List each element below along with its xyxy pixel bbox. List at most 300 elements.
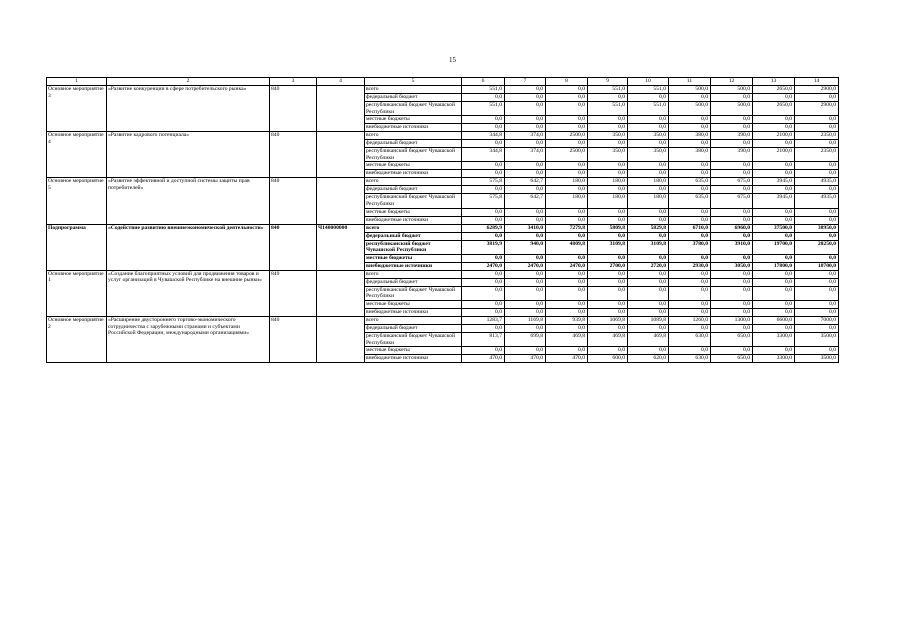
funding-source: внебюджетные источники <box>365 355 462 363</box>
amount-cell: 0,0 <box>795 116 839 124</box>
funding-source: федеральный бюджет <box>365 278 462 286</box>
amount-cell: 0,0 <box>711 186 753 194</box>
table-row <box>47 178 839 186</box>
funding-source: всего <box>365 224 462 232</box>
amount-cell: 500,0 <box>711 86 753 94</box>
amount-cell: 0,0 <box>669 300 711 308</box>
amount-cell: 2470,0 <box>546 262 588 270</box>
amount-cell: 374,0 <box>505 148 546 162</box>
amount-cell: 0,0 <box>546 186 588 194</box>
budget-table <box>46 77 839 363</box>
event-title: «Расширение двустороннего торгово-экономического сотрудничества с зарубежными странами и субъектами Российской Федерации, международными организациями» <box>107 316 270 362</box>
table-row <box>47 270 839 278</box>
amount-cell: 0,0 <box>505 286 546 300</box>
amount-cell: 6600,0 <box>753 316 795 324</box>
amount-cell: 0,0 <box>546 254 588 262</box>
amount-cell: 0,0 <box>711 300 753 308</box>
amount-cell: 2900,0 <box>795 102 839 116</box>
target-code <box>317 86 365 132</box>
amount-cell: 0,0 <box>505 308 546 316</box>
amount-cell: 0,0 <box>711 208 753 216</box>
amount-cell: 0,0 <box>588 94 628 102</box>
amount-cell: 3500,0 <box>795 332 839 346</box>
amount-cell: 20250,0 <box>795 240 839 254</box>
amount-cell: 0,0 <box>628 124 669 132</box>
funding-source: всего <box>365 86 462 94</box>
amount-cell: 4935,0 <box>795 194 839 208</box>
amount-cell: 0,0 <box>588 140 628 148</box>
amount-cell: 0,0 <box>546 232 588 240</box>
amount-cell: 1260,0 <box>669 316 711 324</box>
amount-cell: 38950,0 <box>795 224 839 232</box>
amount-cell: 3050,0 <box>711 262 753 270</box>
amount-cell: 699,8 <box>505 332 546 346</box>
event-type: Основное мероприятие 4 <box>47 132 107 178</box>
event-title: «Развитие эффективной и доступной системы защиты прав потребителей» <box>107 178 270 224</box>
amount-cell: 0,0 <box>588 124 628 132</box>
column-number: 5 <box>365 78 462 86</box>
amount-cell: 0,0 <box>462 308 505 316</box>
amount-cell: 500,0 <box>669 102 711 116</box>
amount-cell: 0,0 <box>546 278 588 286</box>
funding-source: республиканский бюджет Чувашской Республики <box>365 286 462 300</box>
column-number: 8 <box>546 78 588 86</box>
funding-source: всего <box>365 178 462 186</box>
amount-cell: 0,0 <box>505 94 546 102</box>
amount-cell: 390,0 <box>711 132 753 140</box>
funding-source: республиканский бюджет Чувашской Республики <box>365 194 462 208</box>
amount-cell: 2900,0 <box>795 86 839 94</box>
table-row <box>47 316 839 324</box>
funding-source: федеральный бюджет <box>365 94 462 102</box>
amount-cell: 0,0 <box>462 286 505 300</box>
amount-cell: 1089,8 <box>628 316 669 324</box>
amount-cell: 675,0 <box>711 178 753 186</box>
amount-cell: 180,0 <box>546 178 588 186</box>
responsible-code: 840 <box>270 86 317 132</box>
amount-cell: 470,0 <box>462 355 505 363</box>
amount-cell: 0,0 <box>669 170 711 178</box>
amount-cell: 180,0 <box>628 194 669 208</box>
amount-cell: 0,0 <box>462 94 505 102</box>
amount-cell: 0,0 <box>711 347 753 355</box>
header-row <box>47 78 839 86</box>
amount-cell: 0,0 <box>669 216 711 224</box>
funding-source: внебюджетные источники <box>365 216 462 224</box>
amount-cell: 2720,0 <box>628 262 669 270</box>
amount-cell: 0,0 <box>588 216 628 224</box>
amount-cell: 0,0 <box>628 286 669 300</box>
amount-cell: 0,0 <box>588 324 628 332</box>
amount-cell: 2470,0 <box>505 262 546 270</box>
funding-source: всего <box>365 316 462 324</box>
amount-cell: 0,0 <box>505 162 546 170</box>
funding-source: внебюджетные источники <box>365 308 462 316</box>
amount-cell: 180,0 <box>588 178 628 186</box>
amount-cell: 0,0 <box>505 216 546 224</box>
page-number: 15 <box>449 56 456 64</box>
amount-cell: 0,0 <box>711 216 753 224</box>
target-code <box>317 132 365 178</box>
amount-cell: 0,0 <box>546 162 588 170</box>
amount-cell: 2500,0 <box>546 132 588 140</box>
amount-cell: 575,8 <box>462 178 505 186</box>
amount-cell: 0,0 <box>628 270 669 278</box>
amount-cell: 0,0 <box>462 162 505 170</box>
amount-cell: 0,0 <box>628 216 669 224</box>
amount-cell: 0,0 <box>628 232 669 240</box>
column-number: 4 <box>317 78 365 86</box>
column-number: 13 <box>753 78 795 86</box>
amount-cell: 2500,0 <box>546 148 588 162</box>
amount-cell: 4809,8 <box>546 240 588 254</box>
amount-cell: 0,0 <box>505 347 546 355</box>
table-row <box>47 132 839 140</box>
event-type: Основное мероприятие 5 <box>47 178 107 224</box>
amount-cell: 0,0 <box>588 270 628 278</box>
amount-cell: 18700,0 <box>795 262 839 270</box>
amount-cell: 0,0 <box>711 324 753 332</box>
amount-cell: 939,8 <box>546 316 588 324</box>
amount-cell: 0,0 <box>546 116 588 124</box>
amount-cell: 0,0 <box>546 347 588 355</box>
amount-cell: 0,0 <box>628 116 669 124</box>
amount-cell: 551,0 <box>588 86 628 94</box>
amount-cell: 0,0 <box>505 300 546 308</box>
amount-cell: 0,0 <box>462 300 505 308</box>
amount-cell: 0,0 <box>753 270 795 278</box>
amount-cell: 0,0 <box>628 308 669 316</box>
amount-cell: 0,0 <box>711 170 753 178</box>
amount-cell: 0,0 <box>588 278 628 286</box>
responsible-code: 840 <box>270 132 317 178</box>
amount-cell: 3500,0 <box>795 355 839 363</box>
amount-cell: 0,0 <box>462 170 505 178</box>
column-number: 14 <box>795 78 839 86</box>
amount-cell: 0,0 <box>711 232 753 240</box>
amount-cell: 0,0 <box>795 162 839 170</box>
amount-cell: 1069,8 <box>588 316 628 324</box>
funding-source: всего <box>365 132 462 140</box>
amount-cell: 0,0 <box>505 86 546 94</box>
amount-cell: 0,0 <box>669 94 711 102</box>
amount-cell: 344,8 <box>462 132 505 140</box>
amount-cell: 0,0 <box>669 308 711 316</box>
amount-cell: 469,8 <box>546 332 588 346</box>
amount-cell: 0,0 <box>753 216 795 224</box>
amount-cell: 5809,8 <box>588 224 628 232</box>
amount-cell: 0,0 <box>795 170 839 178</box>
amount-cell: 0,0 <box>588 286 628 300</box>
amount-cell: 390,0 <box>711 148 753 162</box>
amount-cell: 0,0 <box>546 270 588 278</box>
amount-cell: 350,0 <box>628 132 669 140</box>
funding-source: местные бюджеты <box>365 300 462 308</box>
amount-cell: 6710,0 <box>669 224 711 232</box>
amount-cell: 0,0 <box>711 286 753 300</box>
amount-cell: 3410,0 <box>505 224 546 232</box>
amount-cell: 0,0 <box>753 278 795 286</box>
amount-cell: 642,7 <box>505 194 546 208</box>
funding-source: местные бюджеты <box>365 347 462 355</box>
column-number: 6 <box>462 78 505 86</box>
amount-cell: 4935,0 <box>795 178 839 186</box>
amount-cell: 470,0 <box>546 355 588 363</box>
amount-cell: 0,0 <box>505 102 546 116</box>
table-header <box>47 78 839 86</box>
amount-cell: 1283,7 <box>462 316 505 324</box>
amount-cell: 0,0 <box>711 140 753 148</box>
amount-cell: 0,0 <box>795 300 839 308</box>
amount-cell: 0,0 <box>546 86 588 94</box>
table-row <box>47 224 839 232</box>
amount-cell: 0,0 <box>546 324 588 332</box>
amount-cell: 630,0 <box>669 332 711 346</box>
amount-cell: 0,0 <box>669 186 711 194</box>
amount-cell: 620,0 <box>628 355 669 363</box>
amount-cell: 0,0 <box>628 162 669 170</box>
amount-cell: 0,0 <box>669 270 711 278</box>
amount-cell: 0,0 <box>753 116 795 124</box>
amount-cell: 551,0 <box>628 86 669 94</box>
amount-cell: 2100,0 <box>753 132 795 140</box>
amount-cell: 0,0 <box>546 216 588 224</box>
amount-cell: 0,0 <box>753 208 795 216</box>
amount-cell: 0,0 <box>546 286 588 300</box>
amount-cell: 0,0 <box>505 208 546 216</box>
amount-cell: 650,0 <box>711 332 753 346</box>
amount-cell: 0,0 <box>588 208 628 216</box>
amount-cell: 180,0 <box>588 194 628 208</box>
amount-cell: 0,0 <box>588 232 628 240</box>
amount-cell: 180,0 <box>546 194 588 208</box>
event-type: Основное мероприятие 2 <box>47 316 107 362</box>
amount-cell: 3300,0 <box>753 355 795 363</box>
amount-cell: 2350,0 <box>795 148 839 162</box>
amount-cell: 2650,0 <box>753 86 795 94</box>
funding-source: республиканский бюджет Чувашской Республики <box>365 148 462 162</box>
amount-cell: 3945,0 <box>753 178 795 186</box>
amount-cell: 2650,0 <box>753 102 795 116</box>
amount-cell: 0,0 <box>711 254 753 262</box>
amount-cell: 813,7 <box>462 332 505 346</box>
column-number: 3 <box>270 78 317 86</box>
funding-source: федеральный бюджет <box>365 232 462 240</box>
amount-cell: 0,0 <box>753 140 795 148</box>
amount-cell: 3910,0 <box>711 240 753 254</box>
responsible-code: 840 <box>270 270 317 316</box>
amount-cell: 500,0 <box>669 86 711 94</box>
amount-cell: 635,0 <box>669 178 711 186</box>
target-code: Ч140000000 <box>317 224 365 270</box>
amount-cell: 0,0 <box>505 124 546 132</box>
amount-cell: 0,0 <box>669 162 711 170</box>
amount-cell: 350,0 <box>588 132 628 140</box>
amount-cell: 940,0 <box>505 240 546 254</box>
amount-cell: 3109,8 <box>628 240 669 254</box>
amount-cell: 17800,0 <box>753 262 795 270</box>
amount-cell: 0,0 <box>588 254 628 262</box>
amount-cell: 0,0 <box>505 170 546 178</box>
amount-cell: 0,0 <box>505 254 546 262</box>
amount-cell: 0,0 <box>669 254 711 262</box>
funding-source: внебюджетные источники <box>365 170 462 178</box>
amount-cell: 0,0 <box>711 308 753 316</box>
target-code <box>317 270 365 316</box>
amount-cell: 0,0 <box>505 140 546 148</box>
amount-cell: 642,7 <box>505 178 546 186</box>
event-title: «Создание благоприятных условий для продвижения товаров и услуг организаций в Чувашской Республике на внешние рынки» <box>107 270 270 316</box>
column-number: 10 <box>628 78 669 86</box>
amount-cell: 551,0 <box>628 102 669 116</box>
amount-cell: 0,0 <box>628 300 669 308</box>
amount-cell: 3300,0 <box>753 332 795 346</box>
amount-cell: 0,0 <box>795 186 839 194</box>
funding-source: республиканский бюджет Чувашской Республики <box>365 332 462 346</box>
amount-cell: 0,0 <box>462 208 505 216</box>
amount-cell: 0,0 <box>588 347 628 355</box>
amount-cell: 2470,0 <box>462 262 505 270</box>
amount-cell: 0,0 <box>505 116 546 124</box>
amount-cell: 0,0 <box>795 286 839 300</box>
amount-cell: 500,0 <box>711 102 753 116</box>
amount-cell: 0,0 <box>588 116 628 124</box>
amount-cell: 0,0 <box>753 300 795 308</box>
amount-cell: 0,0 <box>462 270 505 278</box>
amount-cell: 0,0 <box>669 116 711 124</box>
amount-cell: 0,0 <box>795 124 839 132</box>
amount-cell: 37500,0 <box>753 224 795 232</box>
amount-cell: 0,0 <box>546 208 588 216</box>
amount-cell: 0,0 <box>711 94 753 102</box>
amount-cell: 650,0 <box>711 355 753 363</box>
amount-cell: 0,0 <box>669 347 711 355</box>
amount-cell: 0,0 <box>711 278 753 286</box>
amount-cell: 0,0 <box>711 162 753 170</box>
responsible-code: 840 <box>270 178 317 224</box>
funding-source: республиканский бюджет Чувашской Республики <box>365 102 462 116</box>
amount-cell: 0,0 <box>753 308 795 316</box>
funding-source: всего <box>365 270 462 278</box>
event-title: «Развитие кадрового потенциала» <box>107 132 270 178</box>
amount-cell: 0,0 <box>628 170 669 178</box>
amount-cell: 0,0 <box>753 186 795 194</box>
funding-source: федеральный бюджет <box>365 324 462 332</box>
amount-cell: 0,0 <box>505 186 546 194</box>
amount-cell: 0,0 <box>546 94 588 102</box>
amount-cell: 0,0 <box>546 124 588 132</box>
funding-source: федеральный бюджет <box>365 186 462 194</box>
amount-cell: 0,0 <box>462 347 505 355</box>
amount-cell: 0,0 <box>795 254 839 262</box>
amount-cell: 0,0 <box>628 140 669 148</box>
amount-cell: 0,0 <box>795 347 839 355</box>
funding-source: внебюджетные источники <box>365 262 462 270</box>
amount-cell: 0,0 <box>588 162 628 170</box>
amount-cell: 0,0 <box>588 308 628 316</box>
funding-source: федеральный бюджет <box>365 140 462 148</box>
target-code <box>317 178 365 224</box>
amount-cell: 0,0 <box>711 124 753 132</box>
amount-cell: 551,0 <box>462 102 505 116</box>
amount-cell: 0,0 <box>795 278 839 286</box>
amount-cell: 0,0 <box>795 208 839 216</box>
funding-source: местные бюджеты <box>365 116 462 124</box>
amount-cell: 1169,8 <box>505 316 546 324</box>
table-body <box>47 86 839 363</box>
amount-cell: 675,0 <box>711 194 753 208</box>
amount-cell: 0,0 <box>753 94 795 102</box>
amount-cell: 350,0 <box>588 148 628 162</box>
amount-cell: 0,0 <box>505 324 546 332</box>
amount-cell: 0,0 <box>795 216 839 224</box>
amount-cell: 0,0 <box>795 270 839 278</box>
amount-cell: 0,0 <box>669 324 711 332</box>
amount-cell: 0,0 <box>753 347 795 355</box>
funding-source: местные бюджеты <box>365 254 462 262</box>
column-number: 2 <box>107 78 270 86</box>
amount-cell: 0,0 <box>753 232 795 240</box>
amount-cell: 180,0 <box>628 178 669 186</box>
amount-cell: 470,0 <box>505 355 546 363</box>
funding-source: местные бюджеты <box>365 208 462 216</box>
amount-cell: 0,0 <box>462 216 505 224</box>
amount-cell: 374,0 <box>505 132 546 140</box>
column-number: 9 <box>588 78 628 86</box>
amount-cell: 0,0 <box>753 162 795 170</box>
amount-cell: 0,0 <box>546 102 588 116</box>
amount-cell: 0,0 <box>669 208 711 216</box>
amount-cell: 0,0 <box>669 286 711 300</box>
amount-cell: 600,0 <box>588 355 628 363</box>
responsible-code: 840 <box>270 316 317 362</box>
column-number: 12 <box>711 78 753 86</box>
amount-cell: 344,8 <box>462 148 505 162</box>
event-type: Основное мероприятие 3 <box>47 86 107 132</box>
amount-cell: 0,0 <box>546 140 588 148</box>
amount-cell: 7279,8 <box>546 224 588 232</box>
amount-cell: 1300,0 <box>711 316 753 324</box>
target-code <box>317 316 365 362</box>
amount-cell: 0,0 <box>546 308 588 316</box>
amount-cell: 0,0 <box>795 94 839 102</box>
amount-cell: 0,0 <box>711 116 753 124</box>
amount-cell: 469,8 <box>588 332 628 346</box>
amount-cell: 469,8 <box>628 332 669 346</box>
amount-cell: 0,0 <box>462 140 505 148</box>
amount-cell: 0,0 <box>628 254 669 262</box>
amount-cell: 0,0 <box>628 208 669 216</box>
amount-cell: 0,0 <box>753 254 795 262</box>
amount-cell: 0,0 <box>753 124 795 132</box>
amount-cell: 0,0 <box>462 186 505 194</box>
amount-cell: 0,0 <box>505 232 546 240</box>
amount-cell: 0,0 <box>462 232 505 240</box>
amount-cell: 0,0 <box>462 124 505 132</box>
amount-cell: 551,0 <box>462 86 505 94</box>
amount-cell: 0,0 <box>669 278 711 286</box>
amount-cell: 0,0 <box>669 232 711 240</box>
amount-cell: 0,0 <box>628 278 669 286</box>
amount-cell: 0,0 <box>711 270 753 278</box>
amount-cell: 2100,0 <box>753 148 795 162</box>
amount-cell: 2350,0 <box>795 132 839 140</box>
amount-cell: 0,0 <box>795 232 839 240</box>
amount-cell: 6289,9 <box>462 224 505 232</box>
amount-cell: 0,0 <box>462 116 505 124</box>
amount-cell: 0,0 <box>753 324 795 332</box>
amount-cell: 0,0 <box>505 270 546 278</box>
